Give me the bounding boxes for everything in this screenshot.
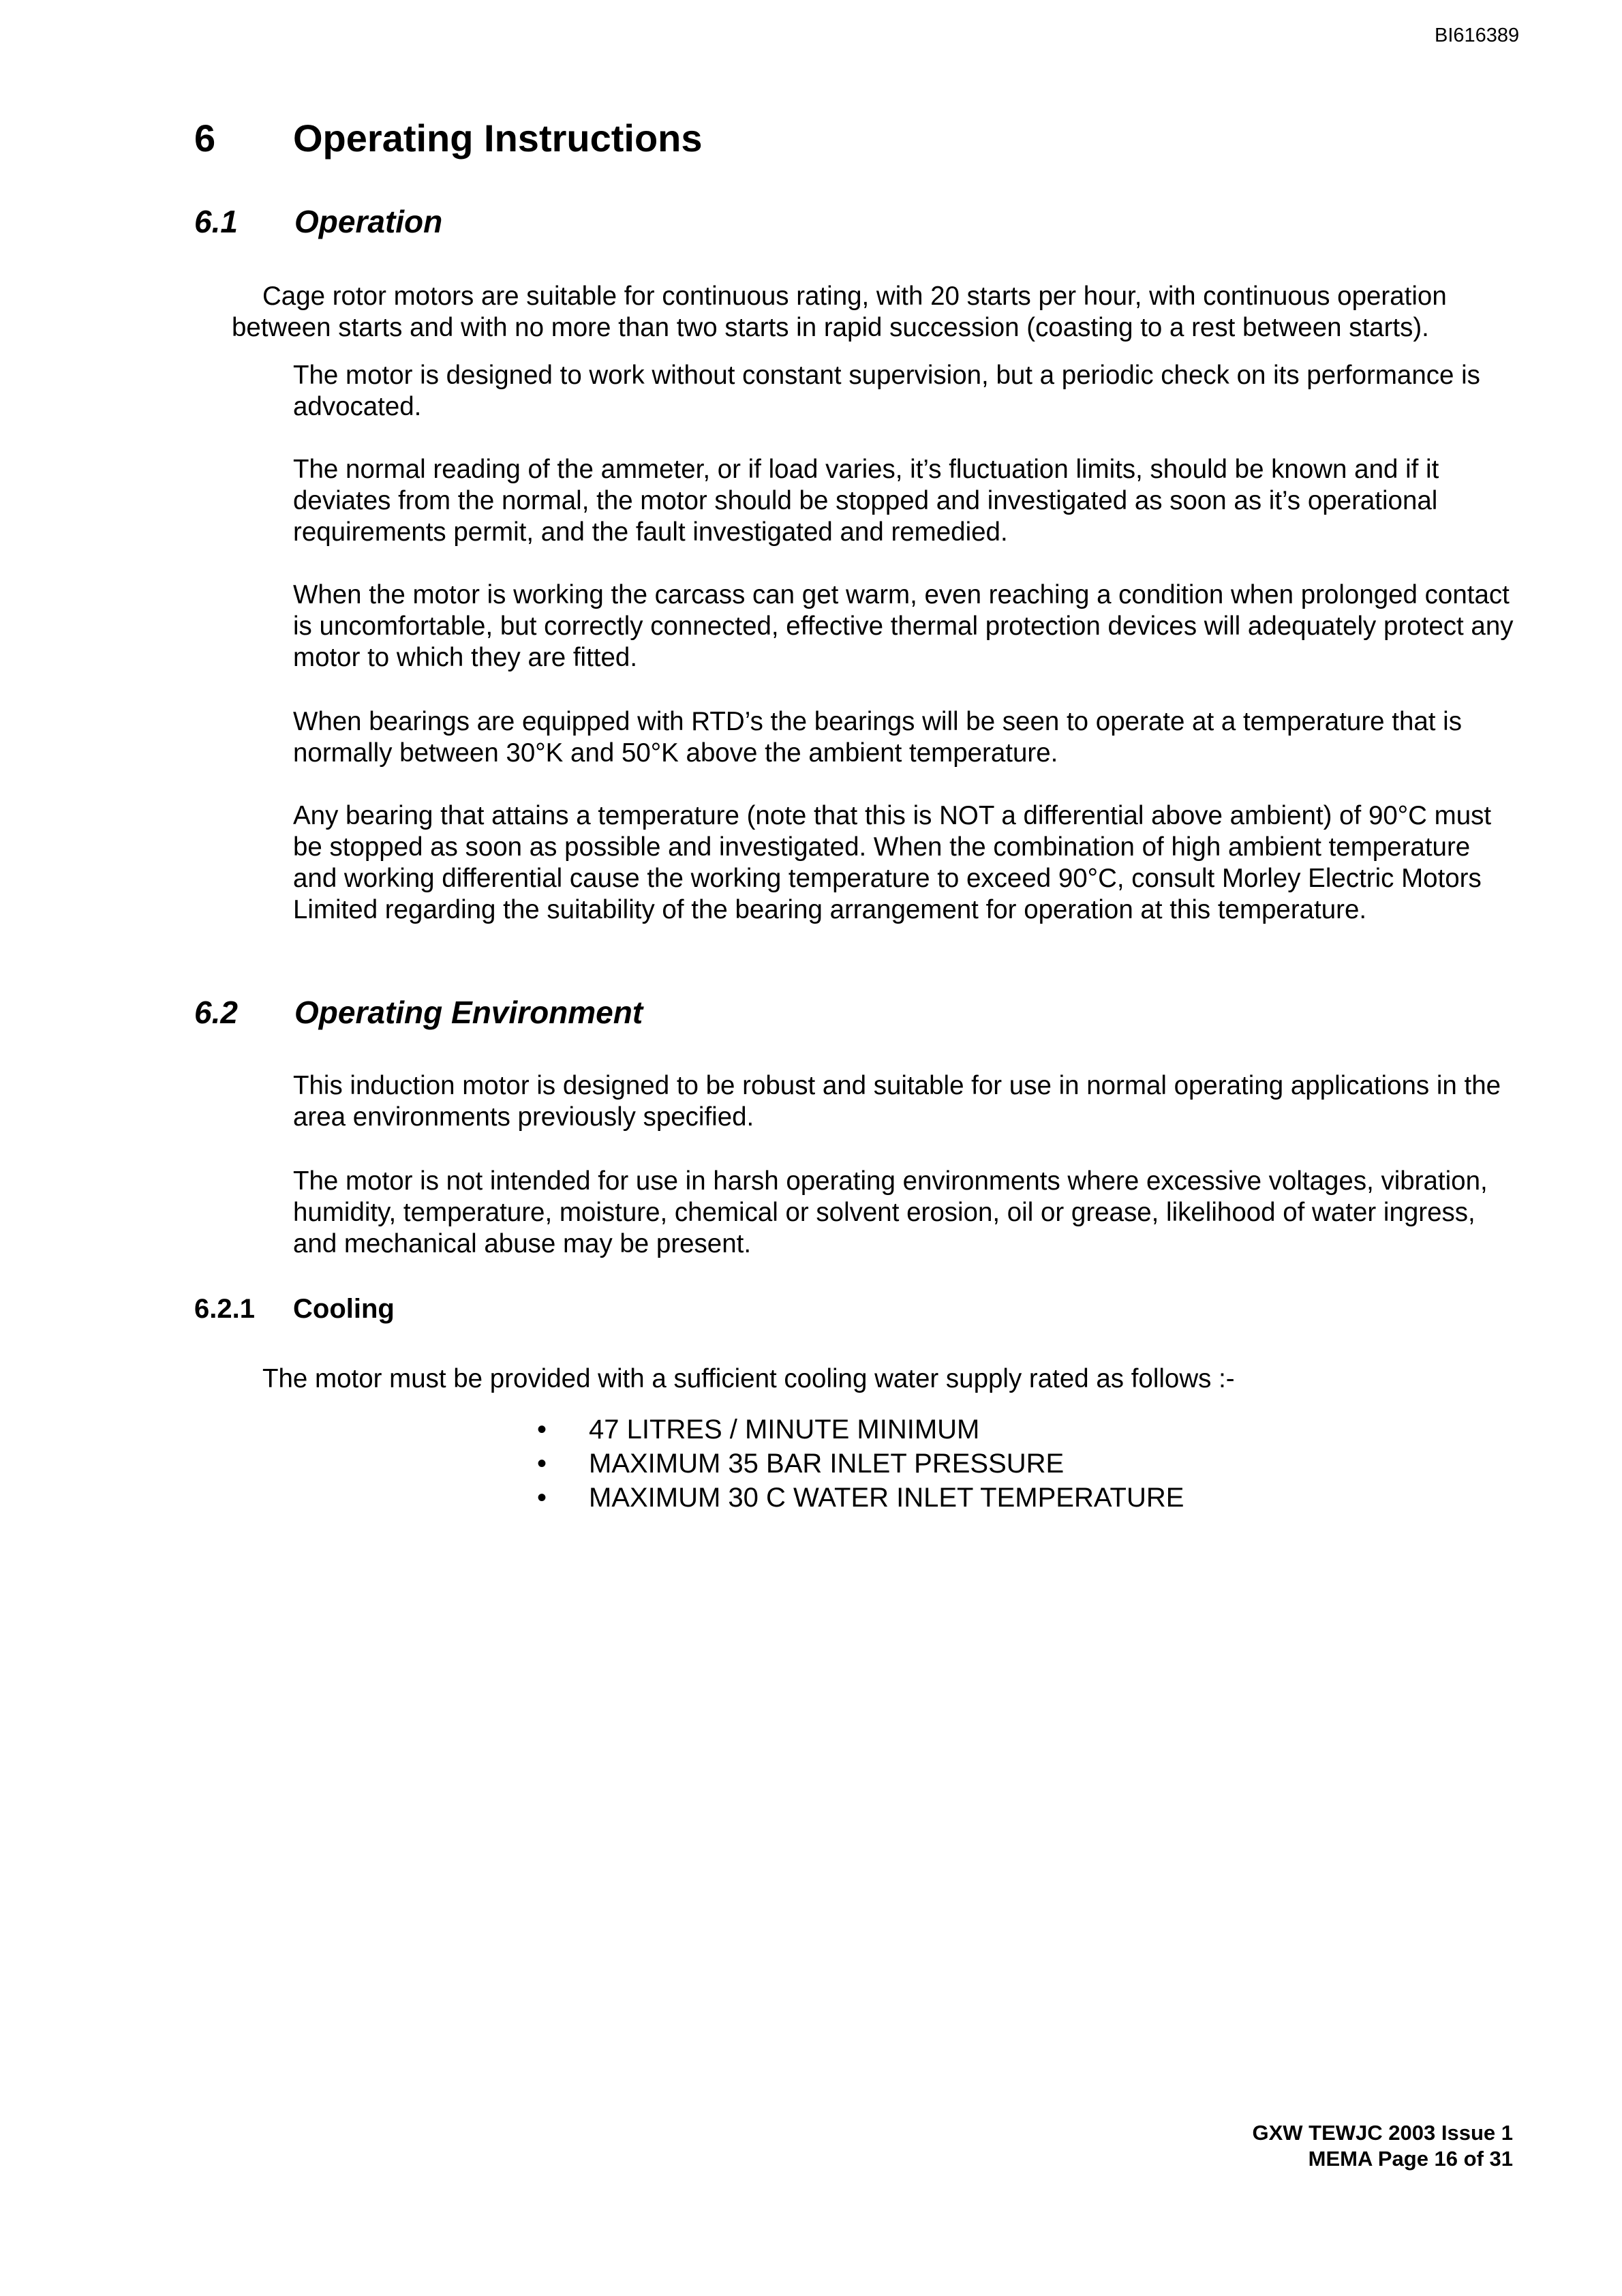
document-id: BI616389 bbox=[1435, 25, 1520, 46]
cooling-requirements-list bbox=[537, 1413, 1184, 1515]
bullet-icon: • bbox=[537, 1449, 547, 1479]
list-item: • MAXIMUM 30 C WATER INLET TEMPERATURE bbox=[537, 1481, 1184, 1515]
section-title: Operation bbox=[294, 204, 443, 239]
section-title: Operating Instructions bbox=[293, 117, 703, 160]
footer-document-reference: GXW TEWJC 2003 Issue 1 bbox=[1252, 2121, 1513, 2145]
cooling-intro: The motor must be provided with a sufficient cooling water supply rated as follows :- bbox=[262, 1364, 1235, 1393]
operation-paragraph-2: The normal reading of the ammeter, or if load varies, it’s fluctuation limits, should be known and if it deviates from the normal, the motor should be stopped and investigated as soon as it’s operational requirements permit, and the fault investigated and remedied. bbox=[293, 455, 1439, 547]
footer-page-number: MEMA Page 16 of 31 bbox=[1308, 2147, 1513, 2171]
operation-paragraph-3: When the motor is working the carcass can get warm, even reaching a condition when prolonged contact is uncomfortable, but correctly connected, effective thermal protection devices will adequately protect any motor to which they are fitted. bbox=[293, 580, 1514, 672]
page-footer bbox=[1253, 2120, 1513, 2172]
operation-paragraph-5: Any bearing that attains a temperature (note that this is NOT a differential above ambient) of 90°C must be stopped as soon as possible and investigated. When the combination of high ambient temperature and working differential cause the working temperature to exceed 90°C, consult Morley Electric Motors Limited regarding the suitability of the bearing arrangement for operation at this temperature. bbox=[293, 801, 1492, 924]
section-number: 6 bbox=[194, 117, 216, 160]
operation-paragraph-1: The motor is designed to work without constant supervision, but a periodic check on its performance is advocated. bbox=[293, 361, 1480, 421]
environment-paragraph-1: This induction motor is designed to be robust and suitable for use in normal operating applications in the area environments previously specified. bbox=[293, 1071, 1501, 1132]
section-number: 6.2 bbox=[194, 995, 238, 1030]
bullet-icon: • bbox=[537, 1483, 547, 1513]
operation-paragraph-4: When bearings are equipped with RTD’s the bearings will be seen to operate at a temperature that is normally between 30°K and 50°K above the ambient temperature. bbox=[293, 707, 1462, 768]
operation-intro-paragraph: Cage rotor motors are suitable for continuous rating, with 20 starts per hour, with continuous operation between starts and with no more than two starts in rapid succession (coasting to a rest between starts). bbox=[232, 282, 1447, 342]
environment-paragraph-2: The motor is not intended for use in harsh operating environments where excessive voltages, vibration, humidity, temperature, moisture, chemical or solvent erosion, oil or grease, likelihood of water ingress, and mechanical abuse may be present. bbox=[293, 1166, 1488, 1258]
bullet-icon: • bbox=[537, 1415, 547, 1445]
section-title: Cooling bbox=[293, 1294, 395, 1324]
section-title: Operating Environment bbox=[294, 995, 643, 1030]
list-item: • 47 LITRES / MINUTE MINIMUM bbox=[537, 1413, 1184, 1447]
list-item: • MAXIMUM 35 BAR INLET PRESSURE bbox=[537, 1447, 1184, 1481]
section-number: 6.1 bbox=[194, 204, 238, 239]
section-number: 6.2.1 bbox=[194, 1294, 255, 1324]
